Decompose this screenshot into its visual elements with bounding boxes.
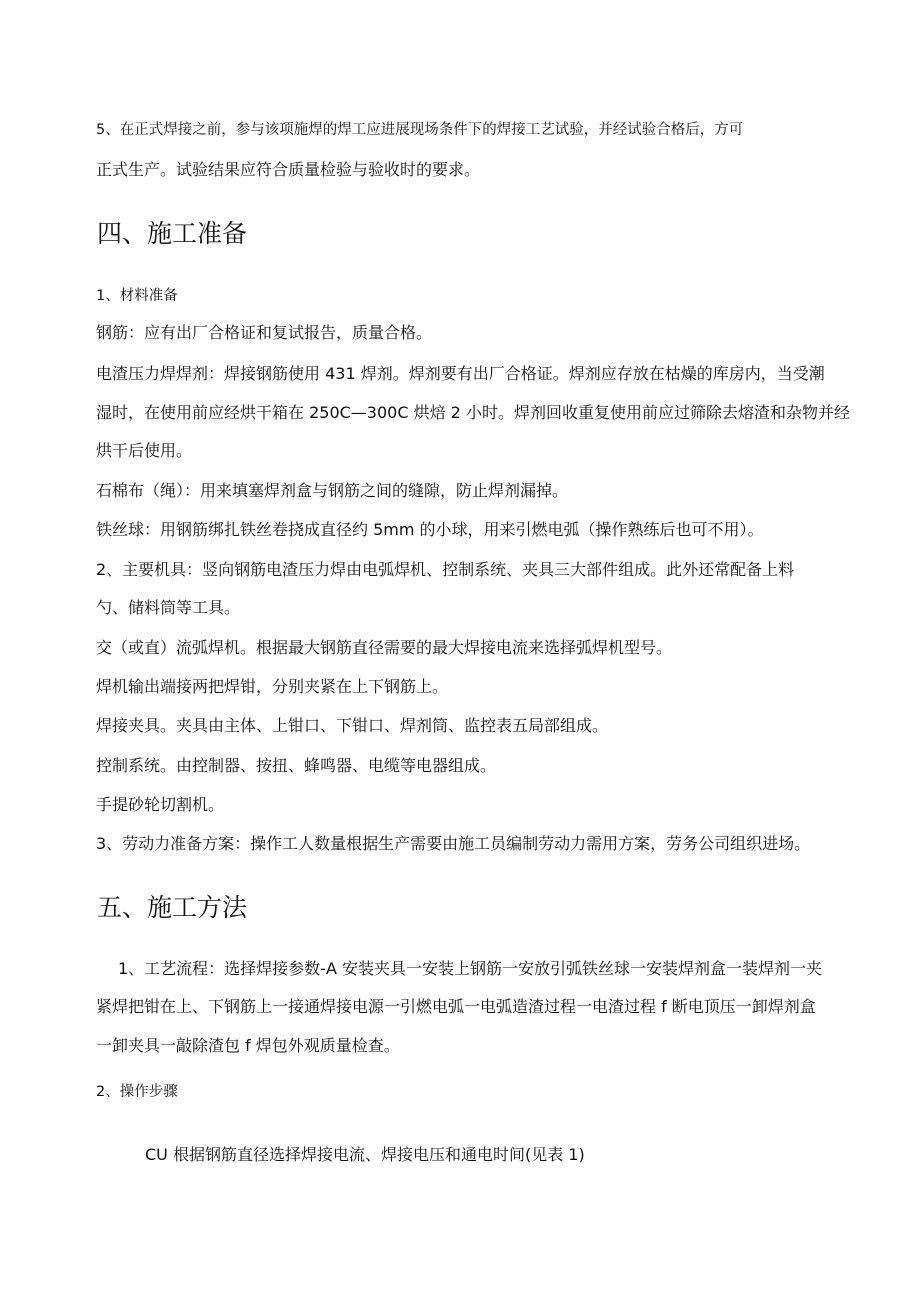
item5-line1: 5、在正式焊接之前，参与该项施焊的焊工应进展现场条件下的焊接工艺试验，并经试验合格后，方可 [96,122,744,138]
flux-line2: 湿时，在使用前应经烘干箱在 250C—300C 烘焙 2 小时。焊剂回收重复使用前应过筛除去熔渣和杂物并经 [96,403,850,422]
welder-output: 焊机输出端接两把焊钳，分别夹紧在上下钢筋上。 [96,677,449,696]
flux-line3: 烘干后使用。 [96,441,193,460]
step1-text: CU 根据钢筋直径选择焊接电流、焊接电压和通电时间(见表 1) [145,1145,585,1164]
control-system: 控制系统。由控制器、按扭、蜂鸣器、电缆等电器组成。 [96,756,497,775]
wire-ball: 铁丝球：用钢筋绑扎铁丝卷挠成直径约 5mm 的小球，用来引燃电弧（操作熟练后也可不用）。 [96,520,764,539]
process-flow-line3: 一卸夹具一敲除渣包 f 焊包外观质量检查。 [96,1036,400,1055]
section4-title: 四、施工准备 [97,219,248,248]
flux-line1: 电渣压力焊焊剂：焊接钢筋使用 431 焊剂。焊剂要有出厂合格证。焊剂应存放在枯燥的库房内，当受潮 [96,364,825,383]
process-flow-line1: 1、工艺流程：选择焊接参数-A 安装夹具一安装上钢筋一安放引弧铁丝球一安装焊剂盒一装焊剂一夹 [118,959,822,978]
section5-title: 五、施工方法 [97,893,248,922]
asbestos-cloth: 石棉布（绳）：用来填塞焊剂盒与钢筋之间的缝隙，防止焊剂漏掉。 [96,481,569,500]
labor-plan: 3、劳动力准备方案：操作工人数量根据生产需要由施工员编制劳动力需用方案，劳务公司组织进场。 [96,834,811,853]
machinery-line2: 勺、储料筒等工具。 [96,598,241,617]
welding-fixture: 焊接夹具。夹具由主体、上钳口、下钳口、焊剂筒、监控表五局部组成。 [96,716,609,735]
machinery-line1: 2、主要机具：竖向钢筋电渣压力焊由电弧焊机、控制系统、夹具三大部件组成。此外还常配备上料 [96,560,795,579]
rebar-requirement: 钢筋：应有出厂合格证和复试报告，质量合格。 [96,323,433,342]
process-flow-line2: 紧焊把钳在上、下钢筋上一接通焊接电源一引燃电弧一电弧造渣过程一电渣过程 f 断电顶压一卸焊剂盒 [96,997,816,1016]
arc-welder: 交（或直）流弧焊机。根据最大钢筋直径需要的最大焊接电流来选择弧焊机型号。 [96,638,673,657]
operation-steps-heading: 2、操作步骤 [96,1084,178,1100]
item5-line2: 正式生产。试验结果应符合质量检验与验收时的要求。 [96,160,481,179]
materials-heading: 1、材料准备 [96,288,178,304]
grinder: 手提砂轮切割机。 [96,795,225,814]
